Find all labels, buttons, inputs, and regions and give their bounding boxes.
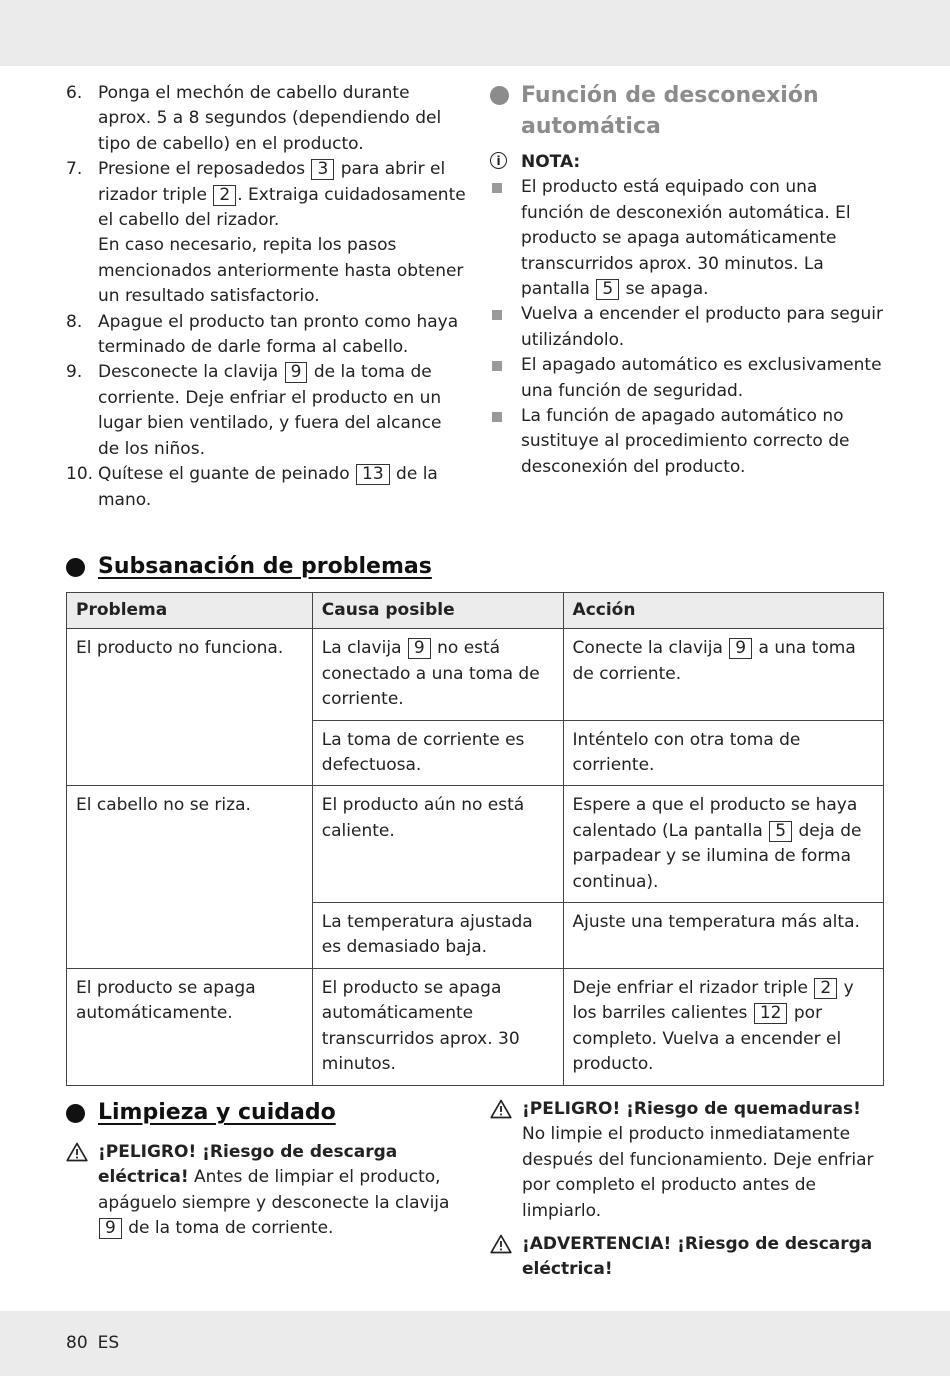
step-item (66, 360, 466, 462)
step-text: de la mano. (98, 464, 438, 510)
list-text: Vuelva a encender el producto para seguir utilizándolo. (521, 304, 883, 350)
step-text: Apague el producto tan pronto como haya terminado de darle forma al cabello. (98, 311, 459, 358)
bullet-dot-icon (490, 86, 509, 105)
note-label: NOTA: (521, 152, 581, 172)
note-list (490, 175, 884, 480)
part-reference: 9 (408, 638, 431, 659)
square-bullet-icon (492, 361, 502, 371)
info-icon: i (490, 152, 507, 169)
part-reference: 12 (754, 1003, 788, 1024)
step-text: Quítese el guante de peinado (98, 464, 356, 485)
step-text: Presione el reposadedos (98, 159, 311, 180)
note-heading (490, 150, 884, 175)
warning-triangle-icon (490, 1234, 512, 1254)
cause-cell: El producto se apaga automáticamente transcurridos aprox. 30 minutos. (312, 968, 563, 1085)
troubleshooting-heading-wrap (66, 552, 566, 582)
part-reference: 9 (285, 362, 308, 383)
section-title: Subsanación de problemas (98, 554, 432, 579)
bullet-dot-icon (66, 558, 85, 577)
list-item (490, 302, 884, 353)
warning-label: ¡ADVERTENCIA! ¡Riesgo de descarga eléctrica! (522, 1234, 873, 1280)
step-item (66, 157, 466, 309)
warning-text: No limpie el producto inmediatamente después del funcionamiento. Deje enfriar por completo el producto antes de limpiarlo. (522, 1124, 874, 1221)
table-row (67, 629, 884, 720)
table-row (67, 968, 884, 1085)
square-bullet-icon (492, 183, 502, 193)
action-cell: Ajuste una temperatura más alta. (563, 903, 883, 969)
column-header: Causa posible (312, 593, 563, 629)
action-cell (563, 968, 883, 1085)
step-text: Ponga el mechón de cabello durante aprox. 5 a 8 segundos (dependiendo del tipo de cabello) en el producto. (98, 83, 442, 154)
step-number: 10. (66, 464, 94, 485)
page-number: 80 (66, 1333, 88, 1353)
warning-triangle-icon (66, 1142, 88, 1162)
list-text: La función de apagado automático no sustituye al procedimiento correcto de desconexión del producto. (521, 406, 850, 477)
table-header-row (67, 593, 884, 629)
part-reference: 5 (769, 821, 792, 842)
bullet-dot-icon (66, 1104, 85, 1123)
action-cell (563, 786, 883, 903)
problem-cell: El producto se apaga automáticamente. (67, 968, 313, 1085)
troubleshooting-table (66, 592, 884, 1086)
square-bullet-icon (492, 412, 502, 422)
step-text: de la toma de corriente. Deje enfriar el producto en un lugar bien ventilado, y fuera del alcance de los niños. (98, 362, 442, 459)
table-row (67, 786, 884, 903)
page-footer (66, 1331, 119, 1356)
step-item (66, 310, 466, 361)
list-text: El producto está equipado con una función de desconexión automática. El producto se apaga automáticamente transcurridos aprox. 30 minutos. La pantalla (521, 177, 851, 300)
warning-label: ¡PELIGRO! ¡Riesgo de descarga eléctrica! (98, 1142, 398, 1188)
steps-column (66, 81, 466, 513)
warning-text: de la toma de corriente. (122, 1218, 334, 1239)
cause-cell: La toma de corriente es defectuosa. (312, 720, 563, 786)
list-item (490, 404, 884, 480)
cell-text: deja de parpadear y se ilumina de forma continua). (572, 820, 862, 892)
list-item (490, 353, 884, 404)
warning-triangle-icon (490, 1099, 512, 1119)
list-item (490, 175, 884, 302)
warning-label: ¡PELIGRO! ¡Riesgo de quemaduras! (522, 1099, 861, 1119)
cause-cell (312, 629, 563, 720)
column-header: Acción (563, 593, 883, 629)
section-title: Limpieza y cuidado (98, 1100, 336, 1125)
part-reference: 9 (729, 638, 752, 659)
step-item (66, 462, 466, 513)
step-extra-text: En caso necesario, repita los pasos mencionados anteriormente hasta obtener un resultado satisfactorio. (98, 235, 464, 307)
warning-electric (66, 1140, 466, 1242)
language-code: ES (97, 1333, 120, 1353)
cell-text: La clavija (321, 638, 407, 659)
top-band (0, 0, 950, 66)
problem-cell: El cabello no se riza. (67, 786, 313, 968)
step-list (66, 81, 466, 513)
cause-cell: La temperatura ajustada es demasiado baja. (312, 903, 563, 969)
step-item (66, 81, 466, 157)
auto-off-section (490, 80, 884, 480)
part-reference: 9 (99, 1218, 122, 1239)
part-reference: 5 (596, 279, 619, 300)
cleaning-warnings-right (490, 1097, 884, 1283)
part-reference: 13 (356, 464, 390, 485)
column-header: Problema (67, 593, 313, 629)
cleaning-section (66, 1098, 466, 1242)
section-heading (66, 552, 566, 582)
part-reference: 3 (311, 159, 334, 180)
warning-burns (490, 1097, 884, 1224)
step-text: Desconecte la clavija (98, 362, 284, 383)
step-text: . Extraiga cuidadosamente el cabello del rizador. (98, 184, 466, 231)
part-reference: 2 (213, 185, 236, 206)
cell-text: Deje enfriar el rizador triple (572, 977, 814, 998)
cell-text: Espere a que el producto se haya calentado (La pantalla (572, 795, 858, 841)
cause-cell: El producto aún no está caliente. (312, 786, 563, 903)
cell-text: Conecte la clavija (572, 638, 729, 659)
cell-text: por completo. Vuelva a encender el producto. (572, 1003, 842, 1075)
section-title: Función de desconexión automática (521, 83, 819, 139)
section-heading (490, 80, 884, 142)
square-bullet-icon (492, 310, 502, 320)
section-heading (66, 1098, 466, 1128)
warning-electric-2 (490, 1232, 884, 1283)
step-number: 9. (66, 362, 83, 383)
list-text: El apagado automático es exclusivamente una función de seguridad. (521, 355, 882, 401)
list-text: se apaga. (620, 279, 709, 300)
action-cell: Inténtelo con otra toma de corriente. (563, 720, 883, 786)
part-reference: 2 (814, 978, 837, 999)
warning-text: Antes de limpiar el producto, apáguelo siempre y desconecte la clavija (98, 1167, 450, 1213)
step-number: 6. (66, 83, 83, 103)
problem-cell: El producto no funciona. (67, 629, 313, 786)
cell-text: a una toma de corriente. (572, 638, 856, 684)
cell-text: no está conectado a una toma de corriente. (321, 638, 540, 710)
bottom-band (0, 1311, 950, 1376)
cell-text: y los barriles calientes (572, 977, 854, 1024)
step-text: para abrir el rizador triple (98, 159, 446, 205)
step-number: 8. (66, 311, 83, 332)
step-number: 7. (66, 159, 83, 180)
action-cell (563, 629, 883, 720)
